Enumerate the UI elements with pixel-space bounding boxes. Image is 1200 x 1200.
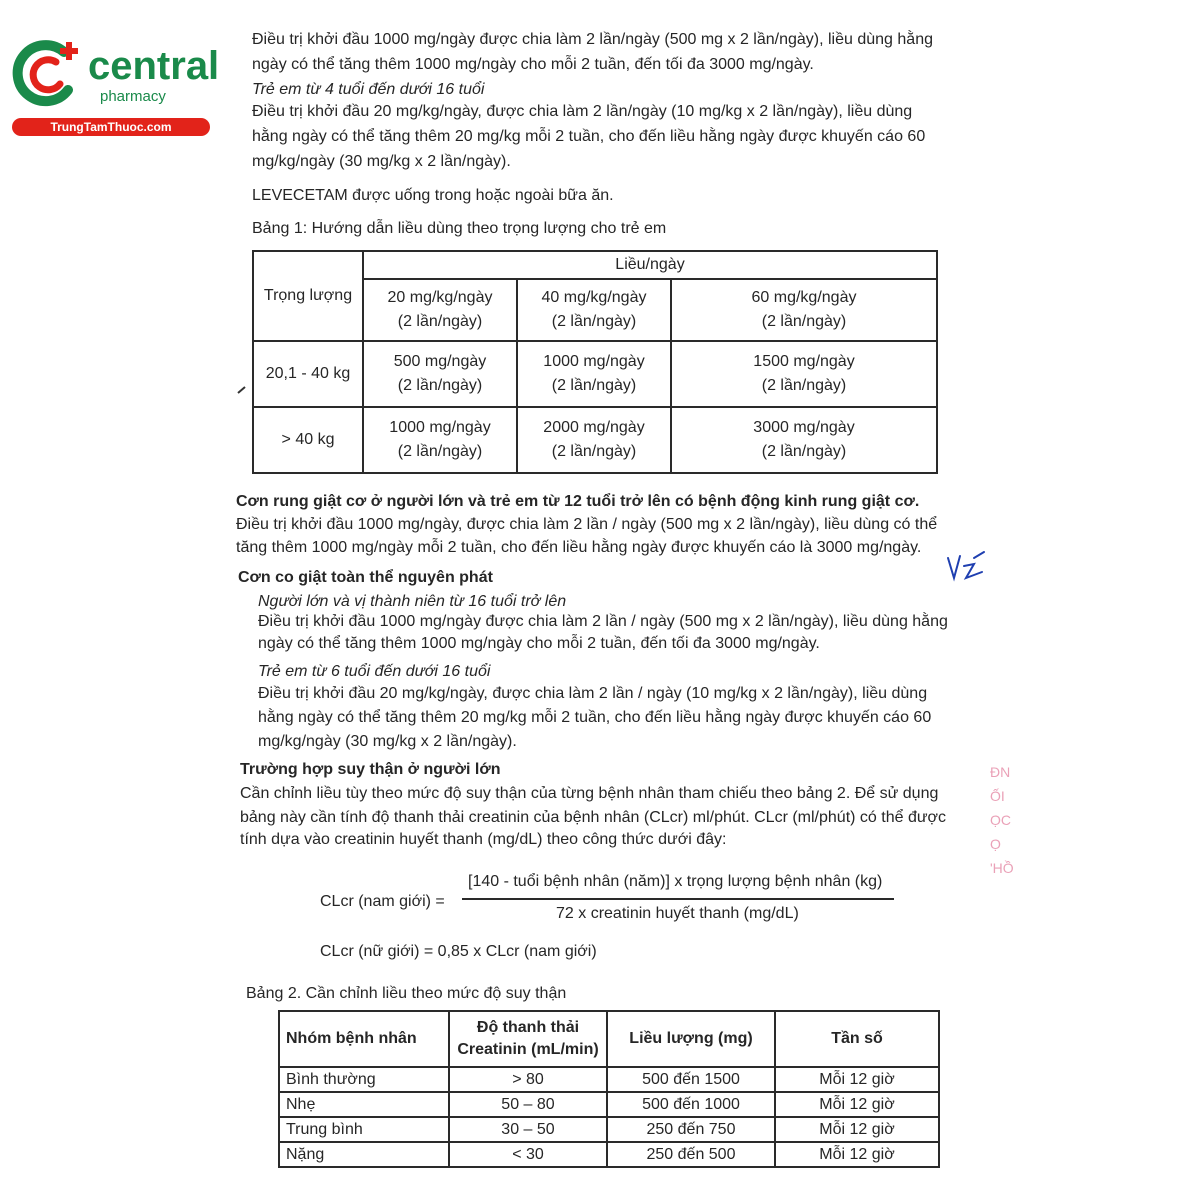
table2-frequency-cell: Mỗi 12 giờ [775,1117,939,1142]
table1-cell: 500 mg/ngày (2 lần/ngày) [363,341,517,407]
table1-cell: 1000 mg/ngày (2 lần/ngày) [363,407,517,473]
section-heading-renal: Trường hợp suy thận ở người lớn [240,761,501,778]
table2-clearance-cell: 30 – 50 [449,1117,607,1142]
table2-clearance-header: Độ thanh thải Creatinin (mL/min) [449,1011,607,1067]
table2-group-cell: Bình thường [279,1067,449,1092]
table1-cell: 1000 mg/ngày (2 lần/ngày) [517,341,671,407]
table-row [279,1067,939,1092]
pharmacy-cross-icon [12,38,82,112]
text-line: hằng ngày có thể tăng thêm 20 mg/kg mỗi 2 tuần, cho đến liều hằng ngày được khuyến cáo 60 [258,709,932,726]
table1-cell: 2000 mg/ngày (2 lần/ngày) [517,407,671,473]
text-line: Điều trị khởi đầu 1000 mg/ngày được chia làm 2 lần/ngày (500 mg x 2 lần/ngày), liều dùng hằng [252,31,933,48]
table1-dose-header: Liều/ngày [363,251,937,279]
section-heading-myoclonic: Cơn rung giật cơ ở người lớn và trẻ em từ 12 tuổi trở lên có bệnh động kinh rung giật cơ. [236,493,920,510]
stamp-fragment: ĐN ỐI ỌC Ọ 'HỒ [990,764,1014,876]
text-line: ngày có thể tăng thêm 1000 mg/ngày cho mỗi 2 tuần, đến tối đa 3000 mg/ngày. [258,635,820,652]
table2-frequency-cell: Mỗi 12 giờ [775,1142,939,1167]
text-line: bảng này cần tính độ thanh thải creatinin của bệnh nhân (CLcr) ml/phút. CLcr (ml/phút) có thể được [240,809,947,826]
subheading-children-6-16: Trẻ em từ 6 tuổi đến dưới 16 tuổi [258,663,491,680]
table2-frequency-cell: Mỗi 12 giờ [775,1092,939,1117]
text-line: Điều trị khởi đầu 20 mg/kg/ngày, được chia làm 2 lần/ngày (10 mg/kg x 2 lần/ngày), liều dùng [252,103,913,120]
table2-dose-cell: 500 đến 1000 [607,1092,775,1117]
table1-weight-header: Trọng lượng [253,251,363,341]
text-line: Điều trị khởi đầu 1000 mg/ngày, được chia làm 2 lần / ngày (500 mg x 2 lần/ngày), liều dùng có thể [236,516,938,533]
text-line: Cần chỉnh liều tùy theo mức độ suy thận của từng bệnh nhân tham chiếu theo bảng 2. Để sử dụng [240,785,939,802]
table1-col-header: 40 mg/kg/ngày (2 lần/ngày) [517,279,671,341]
table2-group-cell: Trung bình [279,1117,449,1142]
formula-denominator: 72 x creatinin huyết thanh (mg/dL) [556,905,799,922]
table2-dose-cell: 250 đến 750 [607,1117,775,1142]
table1-cell: 3000 mg/ngày (2 lần/ngày) [671,407,937,473]
table-row [279,1142,939,1167]
logo-brand-name: central [88,44,220,88]
text-line: tính dựa vào creatinin huyết thanh (mg/dL) theo công thức dưới đây: [240,831,727,848]
table2-caption: Bảng 2. Cần chỉnh liều theo mức độ suy thận [246,985,567,1002]
text-line: ngày có thể tăng thêm 1000 mg/ngày cho mỗi 2 tuần, đến tối đa 3000 mg/ngày. [252,56,814,73]
text-line: hằng ngày có thể tăng thêm 20 mg/kg mỗi 2 tuần, cho đến liều hằng ngày được khuyến cáo 60 [252,128,926,145]
text-line: Điều trị khởi đầu 1000 mg/ngày được chia làm 2 lần / ngày (500 mg x 2 lần/ngày), liều dùng hằng [258,613,948,630]
dosage-by-weight-table [252,250,938,474]
text-line: LEVECETAM được uống trong hoặc ngoài bữa ăn. [252,187,614,204]
table2-group-cell: Nặng [279,1142,449,1167]
formula-numerator: [140 - tuổi bệnh nhân (năm)] x trọng lượng bệnh nhân (kg) [468,873,883,890]
table2-dose-header: Liều lượng (mg) [607,1011,775,1067]
subheading-children-4-16: Trẻ em từ 4 tuổi đến dưới 16 tuổi [252,81,485,98]
table1-caption: Bảng 1: Hướng dẫn liều dùng theo trọng lượng cho trẻ em [252,220,667,237]
text-line: Điều trị khởi đầu 20 mg/kg/ngày, được chia làm 2 lần / ngày (10 mg/kg x 2 lần/ngày), liều dùng [258,685,928,702]
handwritten-initials [944,548,988,584]
table2-dose-cell: 250 đến 500 [607,1142,775,1167]
table1-col-header: 60 mg/kg/ngày (2 lần/ngày) [671,279,937,341]
table2-frequency-header: Tần số [775,1011,939,1067]
section-heading-generalized: Cơn co giật toàn thể nguyên phát [238,569,493,586]
pen-tick-mark [236,384,248,396]
formula-clcr-male-label: CLcr (nam giới) = [320,893,445,910]
text-line: tăng thêm 1000 mg/ngày mỗi 2 tuần, cho đến liều hằng ngày được khuyến cáo là 3000 mg/ngày. [236,539,922,556]
table-row [279,1117,939,1142]
text-line: mg/kg/ngày (30 mg/kg x 2 lần/ngày). [252,153,511,170]
table2-clearance-cell: > 80 [449,1067,607,1092]
renal-dose-adjustment-table [278,1010,940,1168]
formula-clcr-female: CLcr (nữ giới) = 0,85 x CLcr (nam giới) [320,943,597,960]
table-row [279,1092,939,1117]
subheading-adults-16: Người lớn và vị thành niên từ 16 tuổi trở lên [258,593,567,610]
table1-weight-cell: > 40 kg [253,407,363,473]
logo-website[interactable]: TrungTamThuoc.com [12,118,210,136]
table-row [253,407,937,473]
table2-group-header: Nhóm bệnh nhân [279,1011,449,1067]
logo-subtitle: pharmacy [100,88,166,105]
table1-col-header: 20 mg/kg/ngày (2 lần/ngày) [363,279,517,341]
table2-clearance-cell: 50 – 80 [449,1092,607,1117]
text-line: mg/kg/ngày (30 mg/kg x 2 lần/ngày). [258,733,517,750]
table-row [253,341,937,407]
table2-dose-cell: 500 đến 1500 [607,1067,775,1092]
table1-weight-cell: 20,1 - 40 kg [253,341,363,407]
table2-frequency-cell: Mỗi 12 giờ [775,1067,939,1092]
table1-cell: 1500 mg/ngày (2 lần/ngày) [671,341,937,407]
formula-fraction-bar [462,898,894,900]
table2-group-cell: Nhẹ [279,1092,449,1117]
central-pharmacy-logo[interactable] [12,36,220,136]
table2-clearance-cell: < 30 [449,1142,607,1167]
